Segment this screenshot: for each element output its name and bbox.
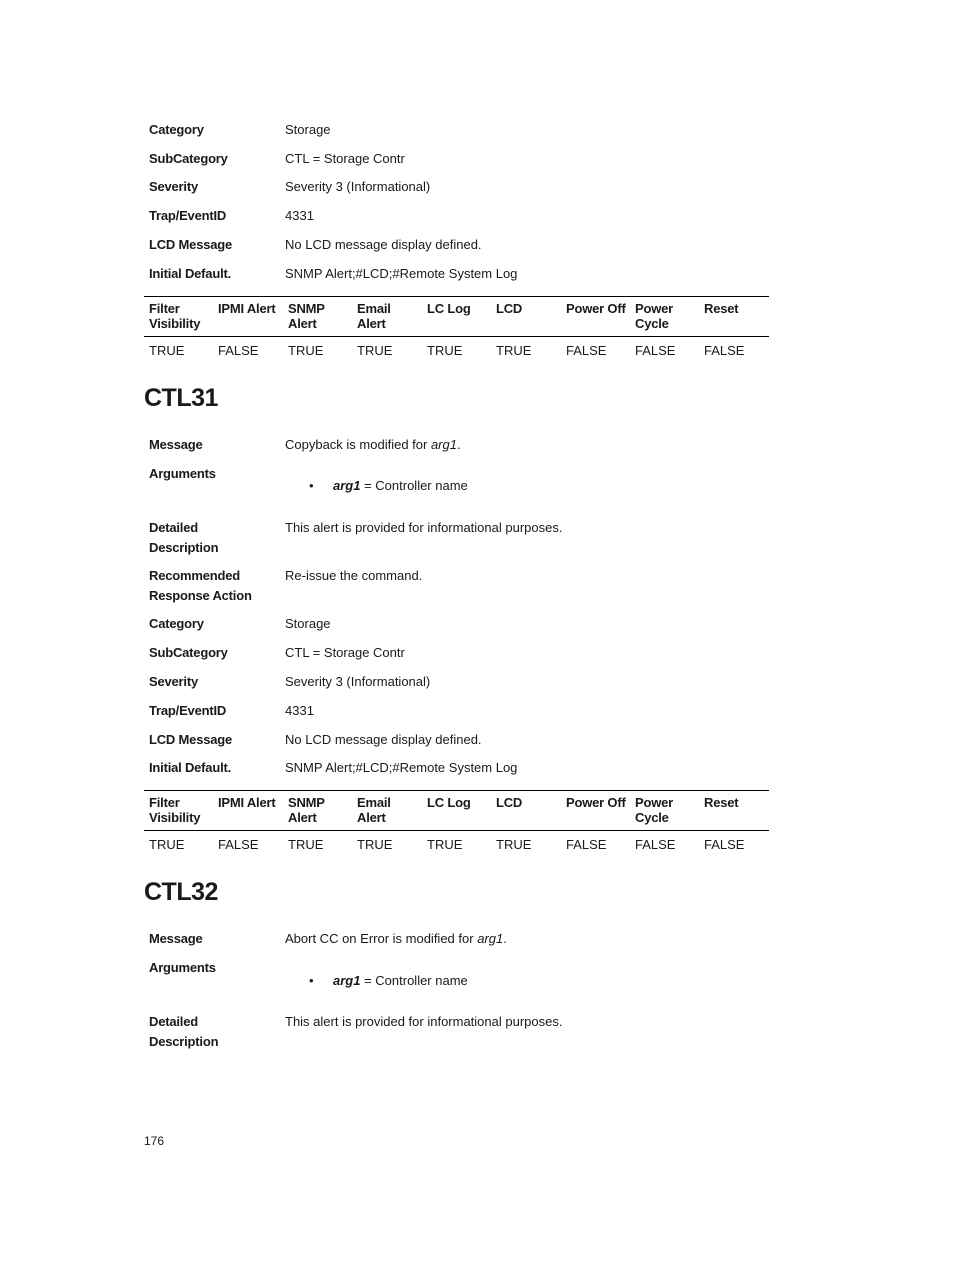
kv-label: Detailed Description [149,1014,219,1049]
header-power-off: Power Off [566,795,626,810]
cell-lcd: TRUE [496,343,532,358]
kv-value: This alert is provided for informational purposes. [285,1014,563,1029]
section-title-ctl32: CTL32 [144,878,218,906]
header-power-off: Power Off [566,301,626,316]
cell-power-off: FALSE [566,837,607,852]
kv-label: Category [149,616,204,631]
kv-label: Severity [149,674,198,689]
header-filter-visibility: Filter Visibility [149,795,201,825]
cell-snmp-alert: TRUE [288,343,324,358]
cell-ipmi-alert: FALSE [218,343,259,358]
cell-reset: FALSE [704,343,745,358]
cell-lcd: TRUE [496,837,532,852]
kv-label: Message [149,437,203,452]
kv-value: CTL = Storage Contr [285,151,405,166]
kv-value: Abort CC on Error is modified for arg1. [285,931,507,946]
cell-filter-visibility: TRUE [149,343,185,358]
header-snmp-alert: SNMP Alert [288,795,325,825]
kv-label: Recommended Response Action [149,568,252,603]
kv-label: Category [149,122,204,137]
header-ipmi-alert: IPMI Alert [218,301,276,316]
kv-label: Severity [149,179,198,194]
cell-snmp-alert: TRUE [288,837,324,852]
cell-power-cycle: FALSE [635,837,676,852]
argument-text: arg1 = Controller name [333,973,468,988]
kv-label: SubCategory [149,151,228,166]
cell-lc-log: TRUE [427,343,463,358]
header-lcd: LCD [496,301,523,316]
kv-label: Detailed Description [149,520,219,555]
header-email-alert: Email Alert [357,795,391,825]
kv-value: 4331 [285,208,314,223]
header-lcd: LCD [496,795,523,810]
header-power-cycle: Power Cycle [635,301,674,331]
header-reset: Reset [704,795,739,810]
kv-value: 4331 [285,703,314,718]
kv-label: Initial Default. [149,760,232,775]
cell-reset: FALSE [704,837,745,852]
cell-email-alert: TRUE [357,837,393,852]
header-lc-log: LC Log [427,795,471,810]
cell-power-cycle: FALSE [635,343,676,358]
table-header-rule [144,830,769,831]
kv-value: SNMP Alert;#LCD;#Remote System Log [285,266,518,281]
table-header-rule [144,336,769,337]
page-number: 176 [144,1134,165,1148]
header-email-alert: Email Alert [357,301,391,331]
kv-label: Initial Default. [149,266,232,281]
cell-ipmi-alert: FALSE [218,837,259,852]
kv-value: Severity 3 (Informational) [285,674,431,689]
kv-label: Message [149,931,203,946]
header-ipmi-alert: IPMI Alert [218,795,276,810]
kv-value: No LCD message display defined. [285,732,482,747]
cell-email-alert: TRUE [357,343,393,358]
kv-value: Severity 3 (Informational) [285,179,431,194]
cell-lc-log: TRUE [427,837,463,852]
cell-filter-visibility: TRUE [149,837,185,852]
kv-label: Trap/EventID [149,703,227,718]
argument-text: arg1 = Controller name [333,478,468,493]
table-top-rule [144,790,769,791]
kv-value: Storage [285,616,331,631]
kv-label: Arguments [149,466,216,481]
cell-power-off: FALSE [566,343,607,358]
kv-label: Arguments [149,960,216,975]
kv-label: SubCategory [149,645,228,660]
kv-value: Copyback is modified for arg1. [285,437,461,452]
kv-value: This alert is provided for informational purposes. [285,520,563,535]
bullet-glyph: • [309,478,314,493]
header-reset: Reset [704,301,739,316]
header-lc-log: LC Log [427,301,471,316]
table-top-rule [144,296,769,297]
kv-label: LCD Message [149,732,233,747]
kv-label: LCD Message [149,237,233,252]
kv-value: No LCD message display defined. [285,237,482,252]
kv-value: Storage [285,122,331,137]
kv-label: Trap/EventID [149,208,227,223]
kv-value: CTL = Storage Contr [285,645,405,660]
bullet-glyph: • [309,973,314,988]
kv-value: Re-issue the command. [285,568,423,583]
header-power-cycle: Power Cycle [635,795,674,825]
kv-value: SNMP Alert;#LCD;#Remote System Log [285,760,518,775]
header-filter-visibility: Filter Visibility [149,301,201,331]
header-snmp-alert: SNMP Alert [288,301,325,331]
section-title-ctl31: CTL31 [144,384,218,412]
